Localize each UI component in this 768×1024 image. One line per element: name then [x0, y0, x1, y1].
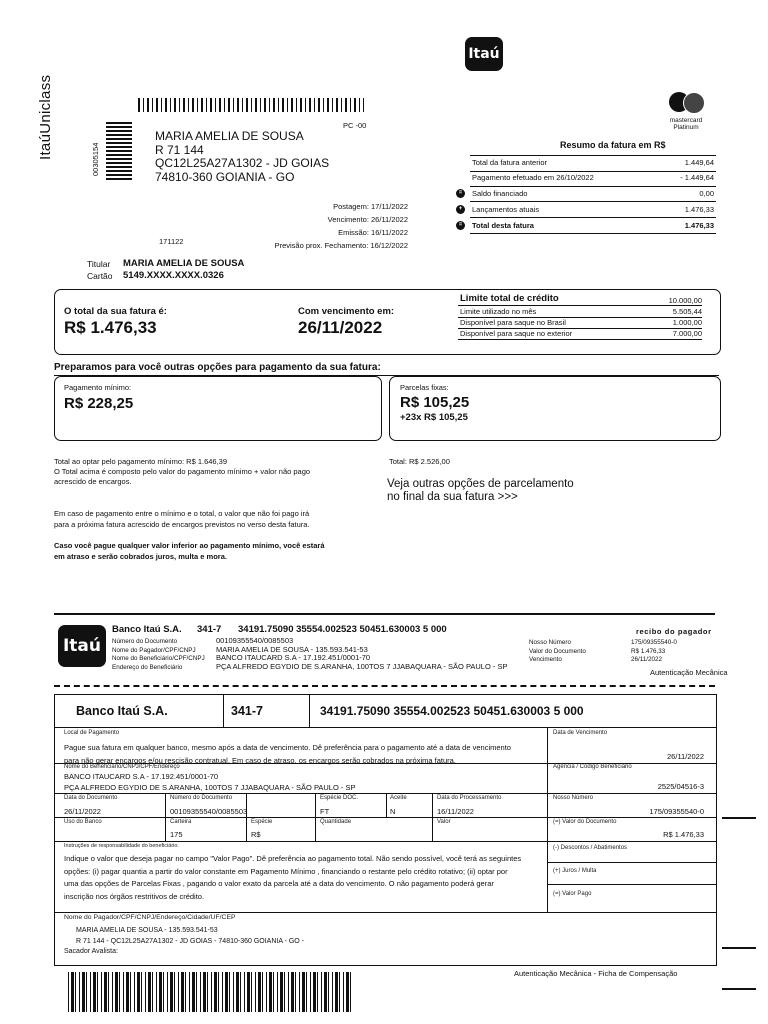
address-city: 74810-360 GOIANIA - GO [155, 169, 295, 184]
receipt-right-value: 26/11/2022 [631, 656, 663, 664]
agencia-label: Agência / Código Beneficiário [553, 764, 632, 770]
min-payment-value: R$ 228,25 [64, 395, 134, 412]
limit-value: 5.505,44 [672, 307, 702, 316]
slip-rule [54, 817, 717, 818]
summary-row-value: 1.476,33 [684, 205, 714, 214]
nosso-numero-value: 175/09355540-0 [649, 807, 704, 816]
limit-row [460, 318, 702, 327]
fechamento-date: Previsão prox. Fechamento: 16/12/2022 [274, 241, 408, 250]
receipt-field-value: PÇA ALFREDO EGYDIO DE S.ARANHA, 100TOS 7 JJABAQUARA - SÃO PAULO - SP [216, 662, 508, 672]
limit-total-row [460, 293, 702, 305]
receipt-bank-code: 341-7 [197, 624, 222, 635]
summary-title: Resumo da fatura em R$ [560, 140, 666, 150]
receipt-right-label: Valor do Documento [529, 647, 586, 655]
valor-label: Valor [437, 819, 451, 825]
juros-label: (+) Juros / Multa [553, 868, 597, 874]
vertical-brand: ItaúUniclass [37, 74, 54, 160]
aceite-label: Aceite [390, 795, 407, 801]
summary-row-value: 1.476,33 [684, 221, 714, 230]
local-line: para não gerar encargos e/ou rescisão contratual. Em caso de atraso, os encargos serão cobrados na próxima fatura. [64, 756, 456, 765]
slip-footer: Autenticação Mecânica - Ficha de Compensação [514, 969, 678, 978]
summary-rule [470, 217, 716, 218]
receipt-fields [112, 638, 205, 673]
card-brand-label [660, 117, 712, 131]
min-payment-label: Pagamento mínimo: [64, 383, 132, 392]
data-proc-value: 16/11/2022 [437, 807, 474, 816]
receipt-field-label: Nome do Beneficiário/CPF/CNPJ [112, 655, 205, 663]
summary-row-value: 0,00 [699, 189, 714, 198]
pagador-line: R 71 144 - QC12L25A27A1302 - JD GOIAS - 74810-360 GOIANIA - GO - [76, 938, 304, 945]
options-heading: Preparamos para você outras opções para pagamento da sua fatura: [54, 362, 381, 373]
summary-total-row [472, 221, 714, 230]
receipt-recibo-label: recibo do pagador [636, 627, 712, 636]
data-doc-label: Data do Documento [64, 795, 118, 801]
instrucoes-line: inscrição nos órgãos restritivos de crédito. [64, 891, 205, 901]
summary-row-label: Lançamentos atuais [472, 205, 540, 214]
equals-bullet-icon: = [456, 189, 465, 198]
limit-row [460, 307, 702, 316]
uso-banco-label: Uso do Banco [64, 819, 102, 825]
slip-right-rule [547, 862, 717, 863]
summary-row [472, 173, 714, 182]
quantidade-label: Quantidade [320, 819, 352, 825]
limit-label: Disponível para saque no Brasil [460, 318, 566, 327]
margin-mark [722, 947, 756, 949]
min-note-line: acrescido de encargos. [54, 477, 132, 486]
especie-value: R$ [251, 830, 261, 839]
min-note-line: O Total acima é composto pelo valor do pagamento mínimo + valor não pago [54, 467, 311, 476]
slip-header-divider [309, 694, 310, 727]
receipt-autenticacao: Autenticação Mecânica [650, 668, 728, 677]
postal-code-label: PC -00 [343, 121, 367, 130]
beneficiario-line: PÇA ALFREDO EGYDIO DE S.ARANHA, 100TOS 7 JJABAQUARA - SÃO PAULO - SP [64, 783, 356, 792]
summary-rule [470, 171, 716, 172]
cut-line [54, 685, 715, 687]
margin-mark [722, 988, 756, 990]
receipt-top-rule [54, 613, 715, 615]
info-line: Em caso de pagamento entre o mínimo e o total, o valor que não foi pago irá [54, 509, 310, 518]
vencimento-date: Vencimento: 26/11/2022 [327, 215, 408, 224]
receipt-field-label: Endereço do Beneficiário [112, 664, 183, 672]
summary-row [472, 205, 714, 214]
receipt-right-label: Nosso Número [529, 639, 571, 646]
installment-total: Total: R$ 2.526,00 [389, 457, 450, 466]
plus-bullet-icon: + [456, 205, 465, 214]
carteira-label: Carteira [170, 819, 192, 825]
slip-header-divider [223, 694, 224, 727]
vencimento-label: Data de Vencimento [553, 730, 608, 736]
instrucoes-label: Instruções de responsabilidade do beneficiário. [64, 843, 179, 849]
receipt-right-label: Vencimento [529, 656, 562, 664]
summary-bottom-rule [470, 233, 716, 234]
summary-row-label: Total da fatura anterior [472, 158, 548, 167]
summary-row-label: Pagamento efetuado em 26/10/2022 [472, 173, 594, 182]
beneficiario-line: BANCO ITAUCARD S.A - 17.192.451/0001-70 [64, 772, 219, 781]
beneficiario-label: Nome do Beneficiário/CNPJ/CPF/Endereço [64, 764, 180, 770]
summary-row-value: - 1.449,64 [680, 173, 714, 182]
especie-label: Espécie [251, 819, 273, 825]
equals-bullet-icon: = [456, 221, 465, 230]
limit-row [460, 329, 702, 338]
beneficiario-text [64, 771, 355, 793]
installment-value: R$ 105,25 [400, 394, 470, 411]
card-brand-name: mastercard [669, 117, 703, 124]
summary-top-rule [470, 155, 716, 156]
warning-line: Caso você pague qualquer valor inferior ao pagamento mínimo, você estará [54, 541, 325, 550]
cartao-label: Cartão [87, 271, 113, 281]
instrucoes-text [64, 853, 548, 903]
slip-right-rule [547, 884, 717, 885]
margin-mark [722, 817, 756, 819]
titular-name: MARIA AMELIA DE SOUSA [123, 258, 245, 269]
mastercard-icon [669, 92, 705, 114]
receipt-field-value: MARIA AMELIA DE SOUSA - 135.593.541-53 [216, 644, 368, 654]
summary-row [472, 158, 714, 167]
data-doc-value: 26/11/2022 [64, 807, 101, 816]
address-street: R 71 144 [155, 142, 204, 157]
nosso-numero-label: Nosso Número [553, 795, 594, 801]
postal-barcode [138, 98, 364, 112]
instrucoes-line: opções: (i) pagar quantia a partir do valor constante em Pagamento Mínimo , financiando o restante pelo crédito rotativo; (ii) optar por [64, 866, 508, 876]
due-value: 26/11/2022 [298, 318, 383, 337]
postagem-date: Postagem: 17/11/2022 [333, 202, 408, 211]
pagador-line: MARIA AMELIA DE SOUSA - 135.593.541-53 [76, 927, 218, 934]
receipt-field-label: Nome do Pagador/CPF/CNPJ [112, 646, 196, 654]
payment-barcode [68, 972, 354, 1012]
aceite-value: N [390, 807, 396, 816]
titular-label: Titular [87, 259, 111, 269]
address-block [155, 130, 329, 184]
summary-rule [470, 186, 716, 187]
summary-row-label: Saldo financiado [472, 189, 528, 198]
dates-block [250, 200, 408, 252]
limit-label: Disponível para saque no exterior [460, 329, 573, 338]
especie-doc-label: Espécie DOC. [320, 795, 359, 801]
slip-rule [54, 841, 717, 842]
slip-bank: Banco Itaú S.A. [76, 704, 168, 718]
receipt-right-value: 175/09355540-0 [631, 639, 677, 646]
limit-value: 7.000,00 [672, 329, 702, 338]
receipt-digitable-line: 34191.75090 35554.002523 50451.630003 5 000 [238, 624, 447, 635]
sacador-label: Sacador Avalista: [64, 948, 118, 955]
pagador-text [76, 925, 304, 947]
summary-row [472, 189, 714, 198]
instrucoes-line: Indique o valor que deseja pagar no campo "Valor Pago". Dê preferência ao pagamento total. Não sendo possível, você terá as seguintes [64, 854, 522, 863]
installment-label: Parcelas fixas: [400, 383, 449, 392]
valor-doc-value: R$ 1.476,33 [663, 830, 704, 839]
receipt-right-value: R$ 1.476,33 [631, 647, 666, 655]
limit-title: Limite total de crédito [460, 293, 559, 304]
summary-rule [470, 201, 716, 202]
especie-doc-value: FT [320, 807, 330, 816]
vertical-code: 00305154 [91, 142, 100, 176]
limit-label: Limite utilizado no mês [460, 307, 537, 316]
instrucoes-line: uma das opções de Parcelas Fixas , pagando o valor exato da parcela até a data do vencimento. O não pagamento poderá gerar [64, 879, 494, 888]
address-name: MARIA AMELIA DE SOUSA [155, 129, 304, 143]
total-value: R$ 1.476,33 [64, 318, 157, 337]
receipt-field-value: 00109355540/0085503 [216, 636, 294, 645]
carteira-value: 175 [170, 830, 183, 839]
info-text [54, 508, 310, 530]
slip-digitable-line: 34191.75090 35554.002523 50451.630003 5 000 [320, 704, 584, 718]
valor-doc-label: (=) Valor do Documento [553, 819, 617, 825]
pagador-label: Nome do Pagador/CPF/CNPJ/Endereço/Cidade/UF/CEP [64, 914, 236, 921]
local-line: Pague sua fatura em qualquer banco, mesmo após a data de vencimento. Dê preferência para o pagamento até a data de vencimento [64, 743, 511, 752]
valor-pago-label: (=) Valor Pago [553, 891, 592, 897]
receipt-values [216, 637, 507, 672]
receipt-field-label: Número do Documento [112, 638, 178, 645]
limit-value: 1.000,00 [672, 318, 702, 327]
agencia-value: 2525/04516-3 [657, 782, 704, 791]
min-notes [54, 457, 310, 487]
card-brand-tier: Platinum [673, 124, 699, 131]
installment-sub: +23x R$ 105,25 [400, 412, 468, 423]
emissao-date: Emissão: 16/11/2022 [338, 228, 408, 237]
itau-logo: Itaú [465, 37, 503, 71]
more-installments-line: Veja outras opções de parcelamento [387, 478, 574, 490]
receipt-right-labels [529, 639, 586, 665]
local-label: Local de Pagamento [64, 730, 120, 736]
cartao-number: 5149.XXXX.XXXX.0326 [123, 270, 224, 281]
limit-rule [458, 305, 702, 306]
itau-logo-receipt: Itaú [58, 625, 106, 667]
data-proc-label: Data do Processamento [437, 795, 502, 801]
vencimento-value: 26/11/2022 [667, 752, 704, 761]
total-label: O total da sua fatura é: [64, 306, 167, 317]
more-installments-line: no final da sua fatura >>> [387, 491, 518, 503]
datamatrix-code [106, 120, 132, 180]
slip-cell-divider [386, 793, 387, 817]
receipt-field-value: BANCO ITAUCARD S.A - 17.192.451/0001-70 [216, 653, 371, 663]
limit-rule [458, 339, 702, 340]
address-complement: QC12L25A27A1302 - JD GOIAS [155, 156, 330, 170]
due-label: Com vencimento em: [298, 306, 395, 317]
min-total-text: Total ao optar pelo pagamento mínimo: R$ 1.646,39 [54, 457, 228, 466]
warning-text [54, 540, 325, 562]
limit-total: 10.000,00 [668, 296, 702, 305]
slip-header-rule [54, 727, 717, 728]
ref-code: 171122 [159, 237, 184, 246]
summary-row-label: Total desta fatura [472, 221, 534, 230]
num-doc-label: Número do Documento [170, 795, 233, 801]
receipt-right-values [631, 639, 677, 665]
slip-bank-code: 341-7 [231, 704, 263, 718]
descontos-label: (-) Descontos / Abatimentos [553, 845, 628, 851]
warning-line: em atraso e serão cobrados juros, multa e mora. [54, 552, 227, 561]
num-doc-value: 00109355540/0085503 [170, 807, 248, 816]
more-installments-link[interactable] [387, 478, 574, 504]
slip-rule [54, 912, 717, 913]
info-line: para a próxima fatura acrescido de encargos previstos no verso desta fatura. [54, 520, 310, 529]
receipt-bank: Banco Itaú S.A. [112, 624, 182, 635]
summary-row-value: 1.449,64 [684, 158, 714, 167]
